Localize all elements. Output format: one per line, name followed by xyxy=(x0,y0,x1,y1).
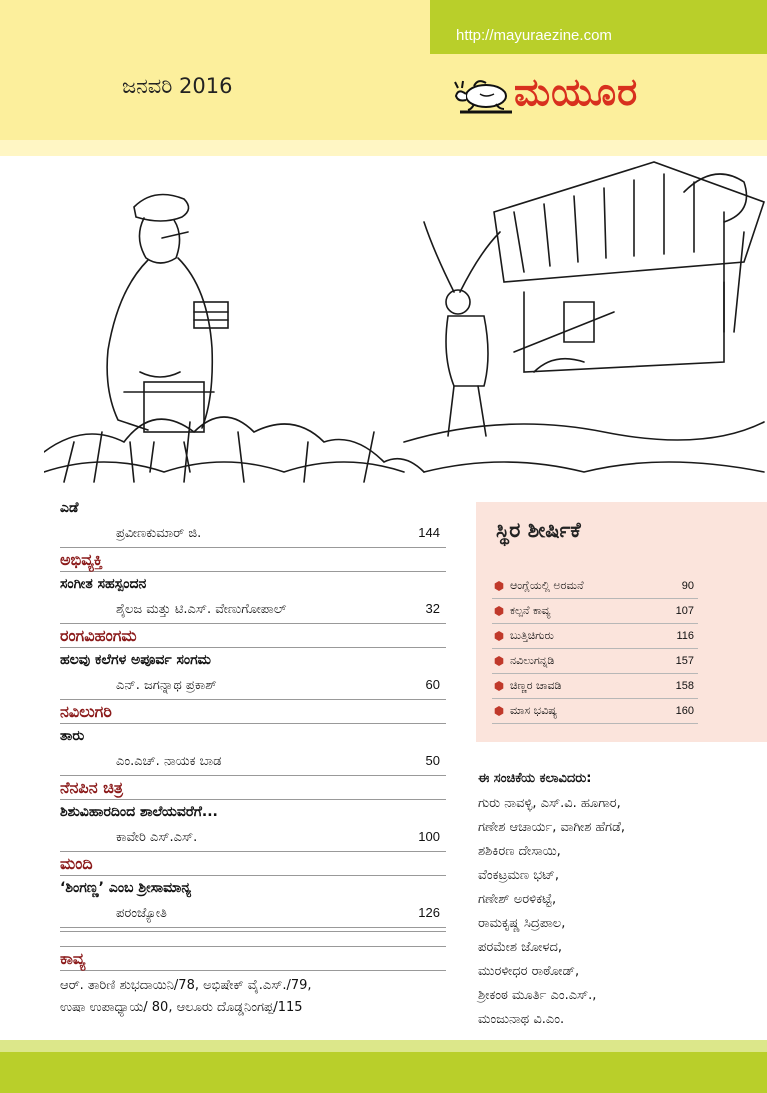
column-label: ನವಿಲುಗನ್ನಡಿ xyxy=(510,654,555,667)
article-author: ಎನ್. ಜಗನ್ನಾಥ ಪ್ರಕಾಶ್ xyxy=(116,678,217,693)
list-item[interactable] xyxy=(492,674,698,699)
artist-line: ಗಣೇಶ್ ಅರಳಿಕಟ್ಟೆ, xyxy=(478,892,557,907)
article-author: ಶೈಲಜ ಮತ್ತು ಟಿ.ಎಸ್. ವೇಣುಗೋಪಾಲ್ xyxy=(116,602,287,617)
artist-line: ಮುರಳೀಧರ ರಾಠೋಡ್, xyxy=(478,964,580,979)
hexagon-bullet-icon xyxy=(494,581,504,591)
fixed-columns-box xyxy=(476,502,767,742)
cow-icon xyxy=(452,74,516,116)
footer-strip xyxy=(0,1040,767,1052)
toc-entry-intro xyxy=(60,496,446,548)
footer-band xyxy=(0,1052,767,1093)
article-author-row xyxy=(60,939,446,947)
artist-line: ರಾಮಕೃಷ್ಣ ಸಿದ್ರಪಾಲ, xyxy=(478,916,566,931)
page-number: 50 xyxy=(425,753,440,768)
page-number: 144 xyxy=(418,525,440,540)
section-heading: ನವಿಲುಗರಿ xyxy=(60,700,446,724)
hexagon-bullet-icon xyxy=(494,656,504,666)
page-number: 157 xyxy=(675,655,694,667)
column-label: ಬುತ್ತಿಚಿಗುರು xyxy=(510,629,554,642)
village-scene-illustration xyxy=(44,152,766,488)
hexagon-bullet-icon xyxy=(494,606,504,616)
artists-title: ಈ ಸಂಚಿಕೆಯ ಕಲಾವಿದರು: xyxy=(478,771,592,786)
toc-section xyxy=(60,928,446,947)
article-title[interactable]: ತಾರು xyxy=(60,728,85,744)
toc-section xyxy=(60,700,446,776)
artist-line: ಮಂಜುನಾಥ ವಿ.ಎಂ. xyxy=(478,1012,565,1027)
issue-date: ಜನವರಿ 2016 xyxy=(122,74,233,98)
artist-line: ಶ್ರೀಕಂಠ ಮೂರ್ತಿ ಎಂ.ಎಸ್., xyxy=(478,988,597,1003)
poetry-list xyxy=(60,971,446,1019)
page-number: 158 xyxy=(675,680,694,692)
site-url-link[interactable]: http://mayuraezine.com xyxy=(430,0,767,54)
artist-line: ಶಶಿಕಿರಣ ದೇಸಾಯಿ, xyxy=(478,844,561,859)
toc-section xyxy=(60,548,446,624)
table-of-contents xyxy=(60,496,446,1019)
page-number: 116 xyxy=(676,630,694,642)
fixed-columns-title: ಸ್ಥಿರ ಶೀರ್ಷಿಕೆ xyxy=(496,518,581,542)
artists-credits xyxy=(478,770,758,1032)
article-author-row xyxy=(60,673,446,700)
article-author-row xyxy=(60,749,446,776)
list-item[interactable] xyxy=(492,699,698,724)
toc-section-poetry xyxy=(60,947,446,1019)
section-heading: ನೆನಪಿನ ಚಿತ್ರ xyxy=(60,776,446,800)
page-number: 100 xyxy=(418,829,440,844)
magazine-logo xyxy=(452,72,712,120)
toc-section xyxy=(60,624,446,700)
article-author: ಪ್ರವೀಣಕುಮಾರ್ ಜಿ. xyxy=(116,526,202,541)
page-number: 107 xyxy=(675,605,694,617)
list-item[interactable] xyxy=(492,624,698,649)
column-label: ಚಿಣ್ಣರ ಚಾವಡಿ xyxy=(510,679,562,692)
section-heading: ಮಂದಿ xyxy=(60,852,446,876)
list-item[interactable] xyxy=(492,599,698,624)
article-title[interactable]: ಎಡೆ xyxy=(60,500,79,516)
article-title[interactable] xyxy=(60,932,446,939)
artist-line: ಗಣೇಶ ಆಚಾರ್ಯ, ವಾಗೀಶ ಹೆಗಡೆ, xyxy=(478,820,626,835)
article-title[interactable]: ಸಂಗೀತ ಸಹಸ್ಪಂದನ xyxy=(60,576,147,592)
list-item[interactable] xyxy=(492,574,698,599)
section-heading: ಅಭಿವ್ಯಕ್ತಿ xyxy=(60,548,446,572)
toc-section xyxy=(60,852,446,928)
artist-line: ಪರಮೇಶ ಜೋಳದ, xyxy=(478,940,562,955)
poetry-line: ಆರ್. ತಾರಿಣಿ ಶುಭದಾಯಿನಿ/78, ಅಭಿಷೇಕ್ ವೈ.ಎಸ್./79, xyxy=(60,978,312,993)
page-number: 160 xyxy=(675,705,694,717)
section-heading: ರಂಗವಿಹಂಗಮ xyxy=(60,624,446,648)
article-author: ಕಾವೇರಿ ಎಸ್.ಎಸ್. xyxy=(116,830,198,845)
hexagon-bullet-icon xyxy=(494,631,504,641)
logo-text: ಮಯೂರ xyxy=(514,70,639,114)
poetry-line: ಉಷಾ ಉಪಾಧ್ಯಾಯ/ 80, ಆಲೂರು ದೊಡ್ಡನಿಂಗಪ್ಪ/115 xyxy=(60,1000,303,1015)
hexagon-bullet-icon xyxy=(494,706,504,716)
fixed-columns-list xyxy=(492,574,698,724)
column-label: ಆಂಗ್ಲೆಯಲ್ಲಿ ಅರಮನೆ xyxy=(510,579,584,592)
article-title[interactable]: ಹಲವು ಕಲೆಗಳ ಅಪೂರ್ವ ಸಂಗಮ xyxy=(60,652,211,668)
article-author-row xyxy=(60,597,446,624)
article-title[interactable]: ಶಿಶುವಿಹಾರದಿಂದ ಶಾಲೆಯವರೆಗೆ... xyxy=(60,804,218,820)
article-author: ಎಂ.ಎಚ್. ನಾಯಕ ಬಾಡ xyxy=(116,754,222,769)
column-label: ಕಲ್ಪನೆ ಕಾವ್ಯ xyxy=(510,604,551,617)
page-number: 126 xyxy=(418,905,440,920)
artist-line: ಗುರು ನಾವಳ್ಳಿ, ಎಸ್.ವಿ. ಹೂಗಾರ, xyxy=(478,796,621,811)
section-heading: ಕಾವ್ಯ xyxy=(60,947,446,971)
page-number: 60 xyxy=(425,677,440,692)
article-title[interactable]: ‘ಶಿಂಗಣ್ಣ’ ಎಂಬ ಶ್ರೀಸಾಮಾನ್ಯ xyxy=(60,880,192,896)
hexagon-bullet-icon xyxy=(494,681,504,691)
article-author-row xyxy=(60,901,446,928)
artist-line: ವೆಂಕಟ್ರಮಣ ಭಟ್, xyxy=(478,868,559,883)
page-number: 32 xyxy=(425,601,440,616)
column-label: ಮಾಸ ಭವಿಷ್ಯ xyxy=(510,704,558,717)
article-author-row xyxy=(60,521,446,548)
page-number: 90 xyxy=(681,580,694,592)
article-author: ಪರಂಜ್ಯೋತಿ xyxy=(116,906,167,921)
article-author-row xyxy=(60,825,446,852)
toc-section xyxy=(60,776,446,852)
list-item[interactable] xyxy=(492,649,698,674)
